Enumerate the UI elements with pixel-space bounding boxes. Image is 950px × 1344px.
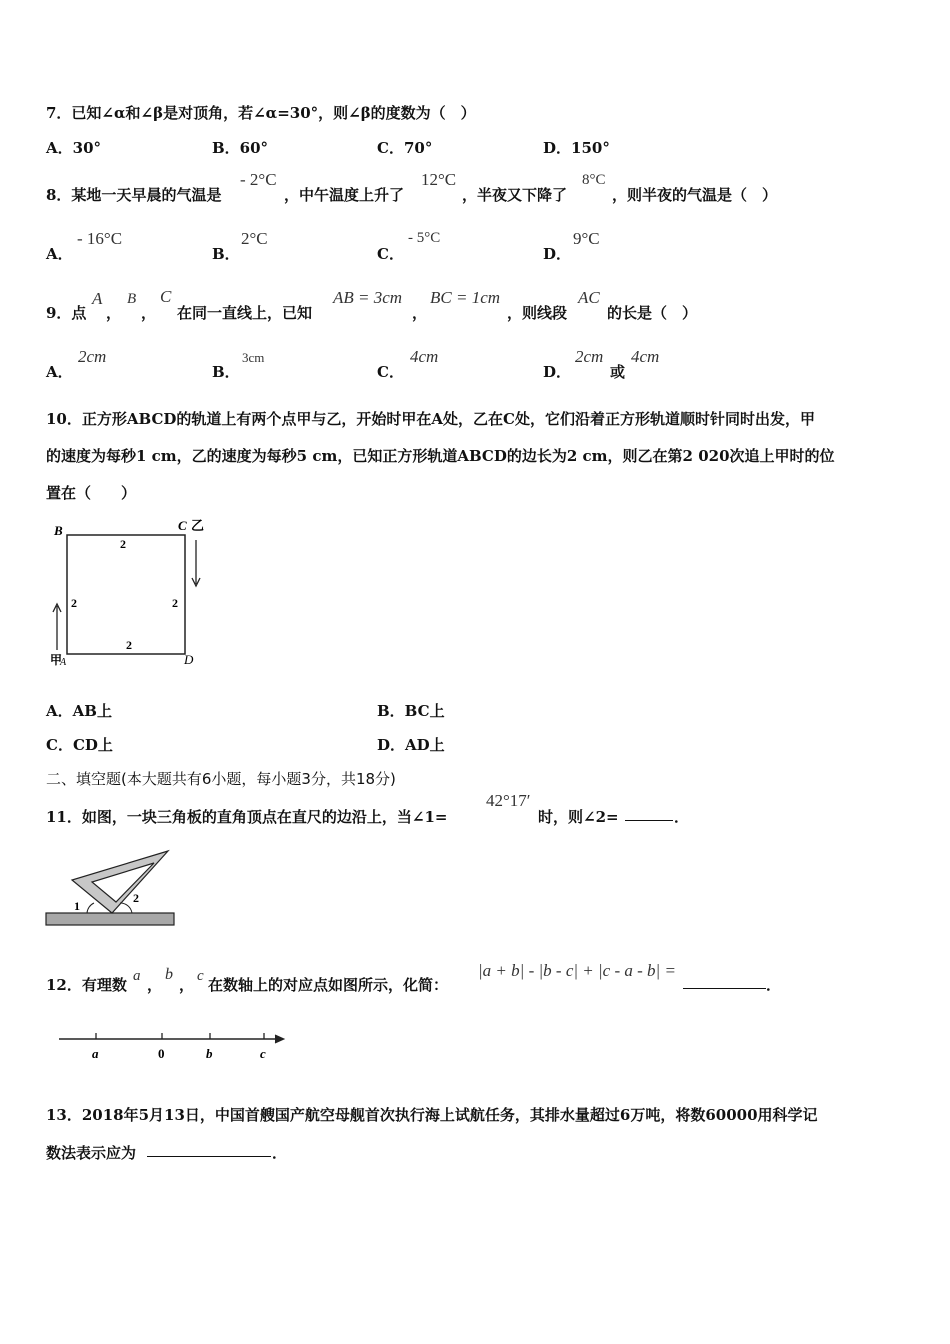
q12-stem-1: 12．有理数 (46, 976, 127, 994)
axis-label-b: b (206, 1046, 213, 1061)
q10-option-a: A．AB上 (46, 702, 112, 720)
vertex-a: A (60, 657, 67, 668)
vertex-d: D (184, 652, 194, 667)
q9-option-d-value-2: 4cm (631, 347, 660, 366)
q8-temp-drop: 8°C (582, 172, 606, 188)
q8-option-c-label: C． (377, 245, 404, 263)
q9-option-b-label: B． (212, 363, 240, 381)
q8-temp-morning: - 2°C (240, 170, 277, 189)
number-line-arrow-icon (275, 1035, 284, 1043)
q9-point-c: C (160, 287, 172, 306)
q13-line-2: 数法表示应为 (46, 1144, 137, 1162)
q9-stem-3: ，则线段 (507, 304, 568, 322)
q9-sep-1: ， (106, 304, 122, 322)
q13-line-1: 13．2018年5月13日，中国首艘国产航空母舰首次执行海上试航任务，其排水量超过6万吨，将数60000用科学记 (46, 1106, 818, 1124)
q8-option-b-label: B． (212, 245, 240, 263)
q9-option-b-value: 3cm (242, 350, 265, 365)
q12-expression: |a + b| - |b - c| + |c - a - b| = (478, 961, 676, 980)
q8-option-d-label: D． (543, 245, 572, 263)
q10-line-1: 10．正方形ABCD的轨道上有两个点甲与乙，开始时甲在A处，乙在C处，它们沿着正方形轨道顺时针同时出发，甲 (46, 410, 815, 428)
square-track (67, 535, 185, 654)
q8-stem-4: ，则半夜的气温是（ ） (612, 186, 778, 204)
q11-stem-2: 时，则∠2= (538, 808, 619, 826)
q11-stem-1: 11．如图，一块三角板的直角顶点在直尺的边沿上，当∠1= (46, 808, 448, 826)
q7-option-d: D．150° (543, 139, 610, 157)
q12-var-c: c (197, 968, 204, 984)
q12-number-line (55, 1028, 295, 1066)
q7-option-b: B．60° (212, 139, 269, 157)
angle-2-arc (120, 903, 132, 913)
angle-1-label: 1 (74, 899, 80, 913)
q7-option-a: A．30° (46, 139, 102, 157)
q9-option-d-value-1: 2cm (575, 347, 604, 366)
angle-1-arc (87, 903, 94, 913)
q8-option-b-value: 2°C (241, 229, 268, 248)
side-label-top: 2 (120, 537, 126, 551)
q12-end: ． (766, 976, 782, 994)
q9-ac: AC (578, 288, 600, 307)
q8-stem-3: ，半夜又下降了 (462, 186, 568, 204)
q13-answer-blank[interactable] (147, 1142, 271, 1157)
vertex-b: B (54, 523, 63, 538)
q9-point-a: A (92, 289, 103, 308)
axis-label-c: c (260, 1046, 266, 1061)
label-yi: 乙 (191, 518, 205, 533)
ruler (46, 913, 174, 925)
q12-var-b: b (165, 966, 173, 983)
q9-option-c-label: C． (377, 363, 404, 381)
q9-stem-1: 9．点 (46, 304, 87, 322)
q12-var-a: a (133, 968, 141, 984)
q9-point-b: B (127, 291, 137, 307)
side-label-bottom: 2 (126, 638, 132, 652)
q9-option-d-or: 或 (610, 363, 626, 381)
q8-option-c-value: - 5°C (408, 230, 441, 246)
q7-option-c: C．70° (377, 139, 433, 157)
q11-angle-value: 42°17′ (486, 791, 531, 810)
q11-stem-3: ． (674, 808, 690, 826)
q11-triangle-ruler-figure (40, 846, 185, 931)
q10-line-3: 置在（ ） (46, 484, 137, 502)
q9-option-c-value: 4cm (410, 347, 439, 366)
q10-line-2: 的速度为每秒1 cm，乙的速度为每秒5 cm，已知正方形轨道ABCD的边长为2 cm，则乙在第2 020次追上甲时的位 (46, 447, 835, 465)
q12-stem-2: 在数轴上的对应点如图所示，化简： (208, 976, 449, 994)
q9-sep-2: ， (141, 304, 157, 322)
q10-option-c: C．CD上 (46, 736, 113, 754)
q8-option-d-value: 9°C (573, 229, 600, 248)
q10-option-b: B．BC上 (377, 702, 445, 720)
q11-answer-blank[interactable] (625, 806, 673, 821)
q9-bc-length: BC = 1cm (430, 288, 501, 307)
q12-sep-2: ， (179, 976, 195, 994)
q10-option-d: D．AD上 (377, 736, 445, 754)
q9-sep-3: ， (412, 304, 428, 322)
q7-stem: 7．已知∠α和∠β是对顶角，若∠α=30°，则∠β的度数为（ ） (46, 104, 476, 122)
q8-temp-rise: 12°C (421, 170, 457, 189)
q8-option-a-label: A． (46, 245, 73, 263)
side-label-right: 2 (172, 596, 178, 610)
q8-stem-2: ，中午温度上升了 (284, 186, 405, 204)
q9-option-a-value: 2cm (78, 347, 107, 366)
angle-2-label: 2 (133, 891, 139, 905)
q9-stem-2: 在同一直线上，已知 (177, 304, 313, 322)
vertex-c: C (178, 518, 187, 533)
q9-ab-length: AB = 3cm (333, 288, 403, 307)
q8-option-a-value: - 16°C (77, 229, 123, 248)
q13-end: ． (272, 1144, 288, 1162)
section-2-title: 二、填空题(本大题共有6小题，每小题3分，共18分) (46, 770, 396, 788)
axis-label-zero: 0 (158, 1046, 165, 1061)
q9-option-a-label: A． (46, 363, 73, 381)
q12-sep-1: ， (147, 976, 163, 994)
axis-label-a: a (92, 1046, 99, 1061)
q10-square-figure (40, 512, 230, 672)
q9-stem-4: 的长是（ ） (607, 304, 698, 322)
q8-stem-1: 8．某地一天早晨的气温是 (46, 186, 222, 204)
side-label-left: 2 (71, 596, 77, 610)
q9-option-d-label: D． (543, 363, 572, 381)
q12-answer-blank[interactable] (683, 974, 766, 989)
label-jia: 甲 (50, 653, 63, 667)
